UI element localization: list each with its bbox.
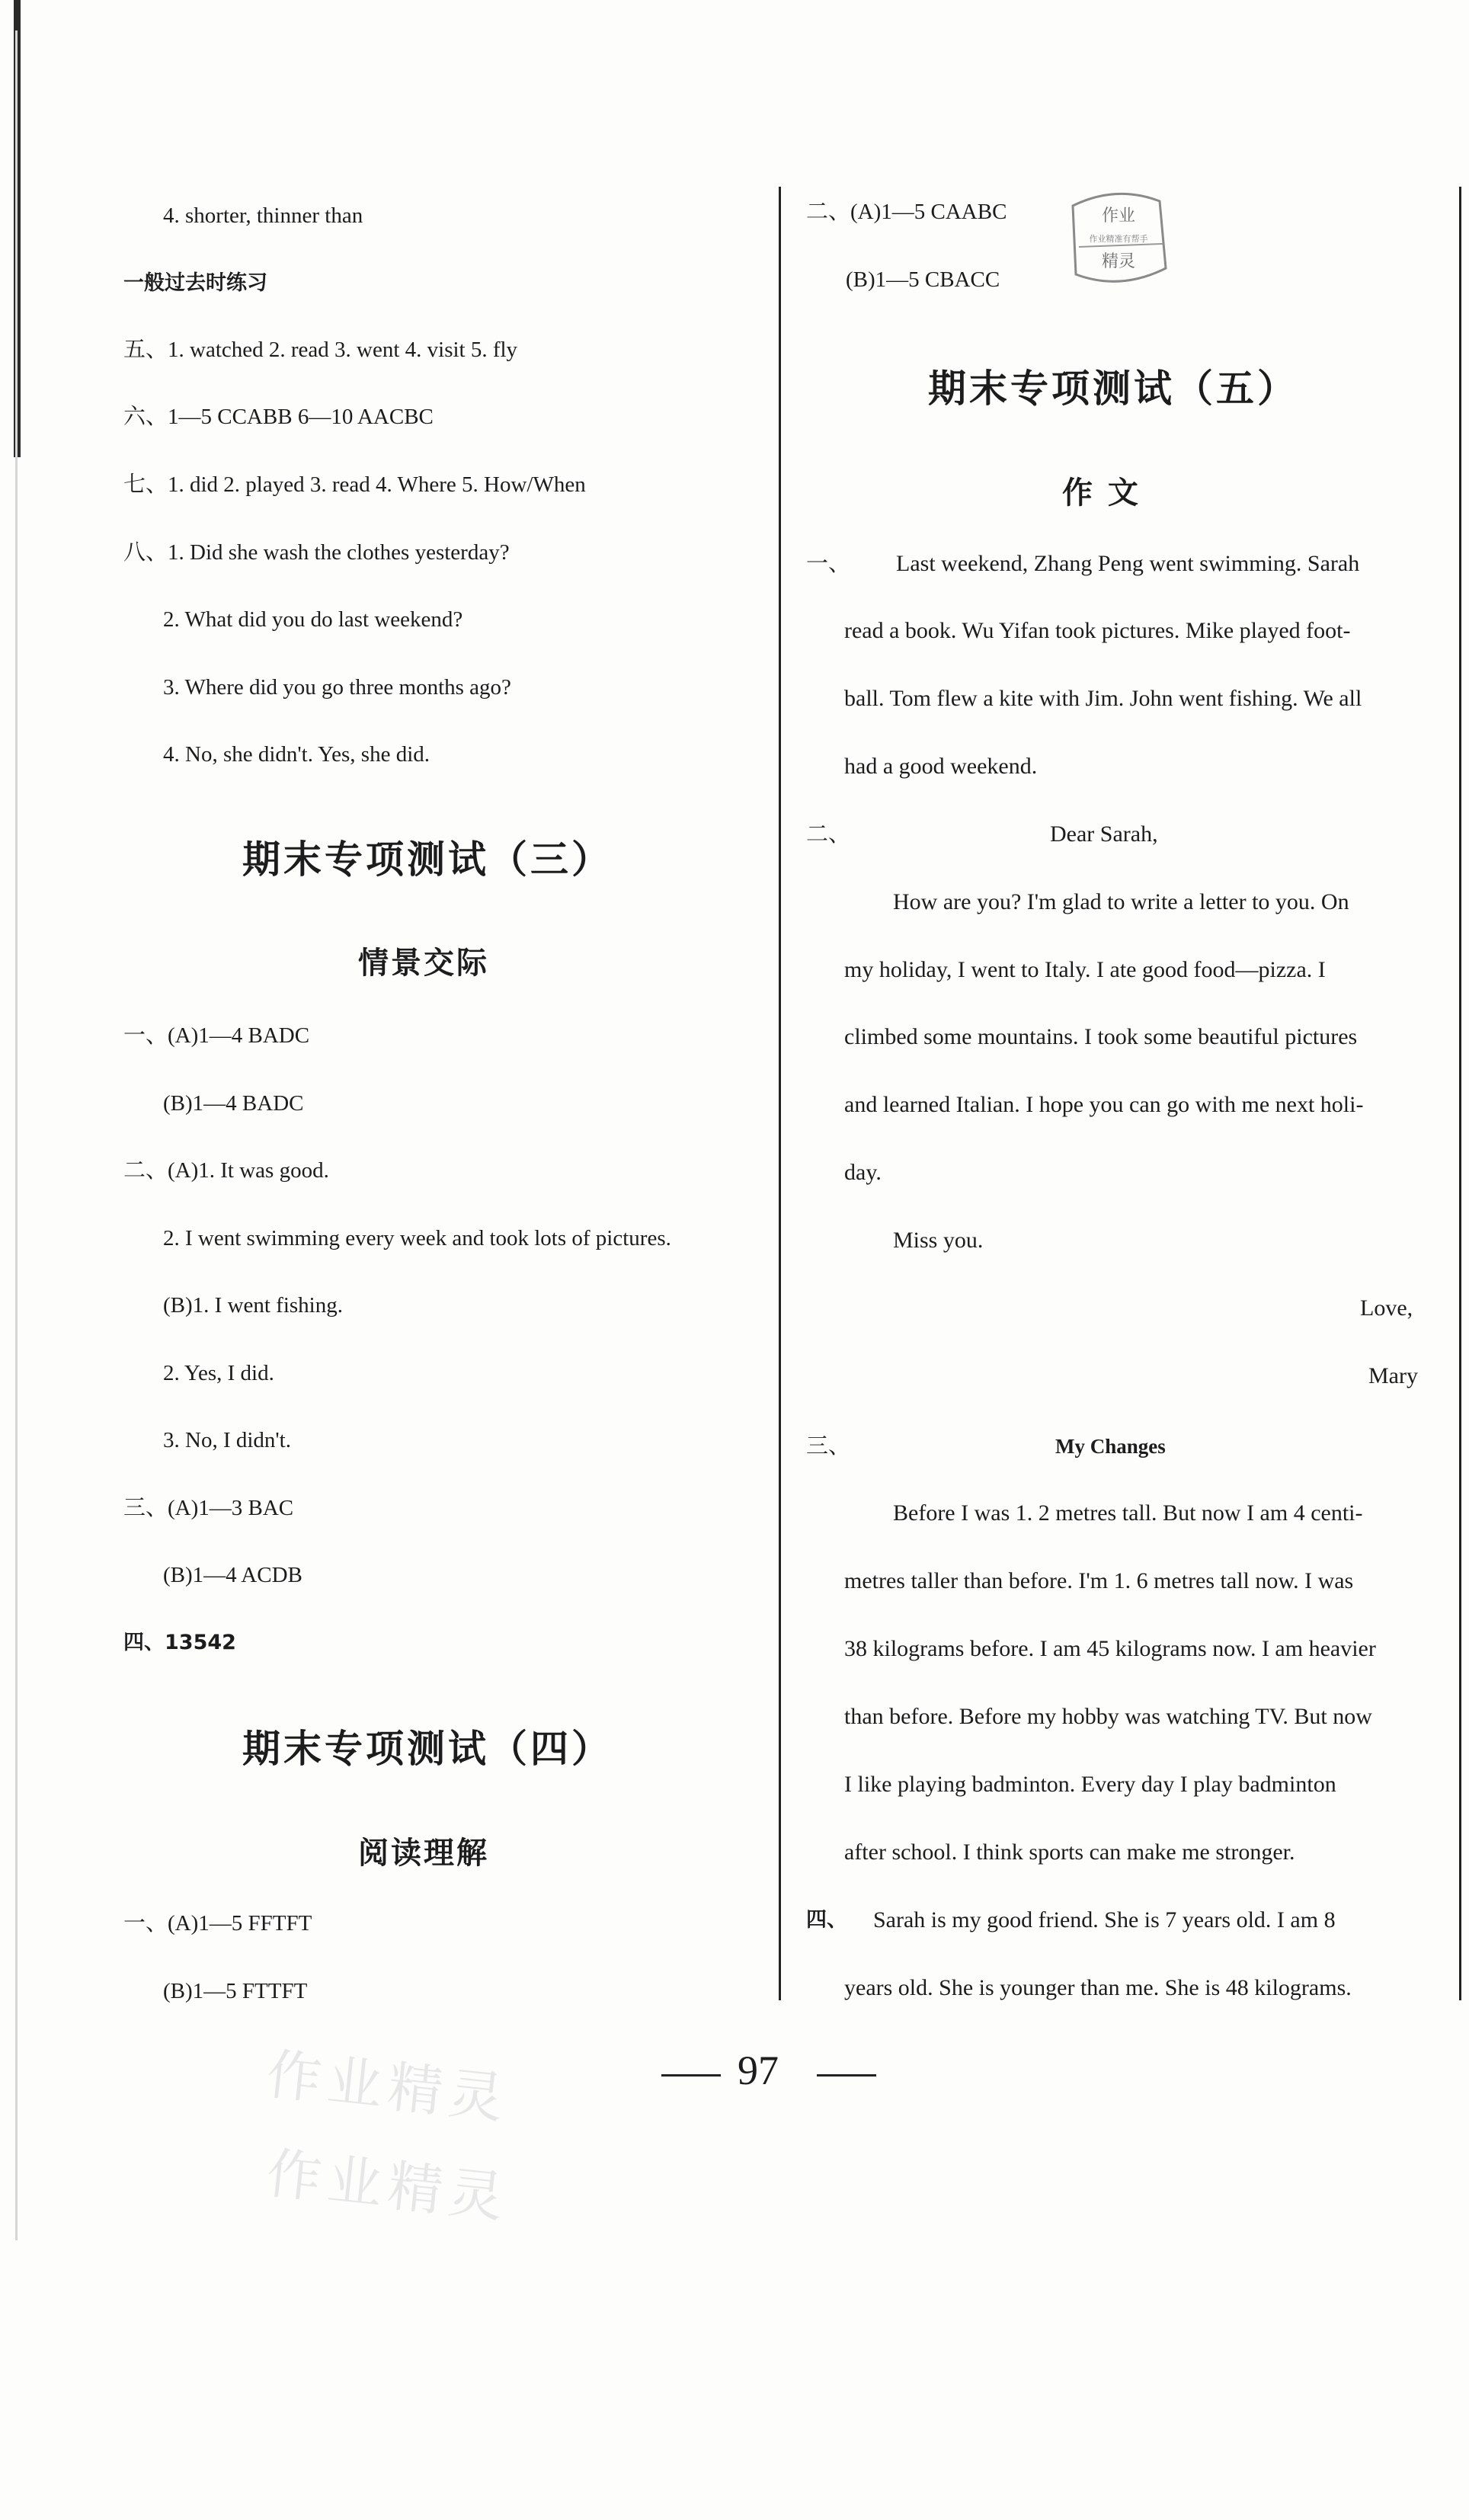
answer-line: 三、(A)1—3 BAC xyxy=(123,1496,294,1520)
section-subtitle: 阅读理解 xyxy=(358,1836,489,1871)
right-border-line xyxy=(1459,187,1461,2000)
answer-line: 七、1. did 2. played 3. read 4. Where 5. How/When xyxy=(123,472,586,497)
answer-line: 3. Where did you go three months ago? xyxy=(163,675,511,700)
answer-line: 四、13542 xyxy=(123,1631,236,1654)
essay-line: had a good weekend. xyxy=(844,754,1038,779)
answer-line: 2. I went swimming every week and took lots of pictures. xyxy=(163,1226,671,1250)
essay-line: after school. I think sports can make me stronger. xyxy=(844,1840,1295,1865)
essay-line: How are you? I'm glad to write a letter to you. On xyxy=(893,889,1349,914)
answer-line: 一、(A)1—4 BADC xyxy=(123,1023,310,1048)
watermark: 作业精灵 xyxy=(263,2141,513,2230)
essay-line: read a book. Wu Yifan took pictures. Mike played foot- xyxy=(844,618,1351,643)
homework-stamp-logo xyxy=(1059,184,1173,291)
essay-line: I like playing badminton. Every day I play badminton xyxy=(844,1772,1336,1797)
essay-line: day. xyxy=(844,1160,882,1185)
letter-closing-line: Miss you. xyxy=(893,1228,984,1253)
answer-line: 2. Yes, I did. xyxy=(163,1361,274,1385)
essay-line: and learned Italian. I hope you can go with me next holi- xyxy=(844,1092,1364,1117)
section-heading: 一般过去时练习 xyxy=(123,271,267,295)
answer-line: 二、(A)1. It was good. xyxy=(123,1158,329,1183)
page-number: 97 xyxy=(738,2048,779,2093)
answer-line: 六、1—5 CCABB 6—10 AACBC xyxy=(123,405,434,429)
answer-line: 二、(A)1—5 CAABC xyxy=(806,200,1007,224)
section-title: 期末专项测试（三） xyxy=(242,837,613,882)
section-subtitle: 作 文 xyxy=(1062,476,1141,511)
essay-line: than before. Before my hobby was watching TV. But now xyxy=(844,1704,1372,1729)
footer-dash-right xyxy=(817,2074,876,2077)
essay-line: 38 kilograms before. I am 45 kilograms now. I am heavier xyxy=(844,1636,1376,1661)
answer-line: 4. No, she didn't. Yes, she did. xyxy=(163,742,430,767)
question-number: 三、 xyxy=(806,1434,851,1459)
answer-line: 3. No, I didn't. xyxy=(163,1428,291,1452)
answer-line: (B)1—5 CBACC xyxy=(846,267,1000,292)
answer-line: 4. shorter, thinner than xyxy=(163,203,363,228)
answer-line: 2. What did you do last weekend? xyxy=(163,607,463,632)
essay-line: metres taller than before. I'm 1. 6 metres tall now. I was xyxy=(844,1568,1354,1593)
question-number: 一、 xyxy=(806,552,851,576)
watermark: 作业精灵 xyxy=(263,2041,513,2131)
section-subtitle: 情景交际 xyxy=(358,946,489,981)
essay-line: my holiday, I went to Italy. I ate good food—pizza. I xyxy=(844,957,1326,982)
section-title: 期末专项测试（四） xyxy=(242,1727,613,1771)
letter-signature: Mary xyxy=(1368,1363,1418,1388)
essay-line: Sarah is my good friend. She is 7 years old. I am 8 xyxy=(873,1907,1336,1932)
answer-line: (B)1—4 ACDB xyxy=(163,1563,302,1587)
essay-line: Last weekend, Zhang Peng went swimming. Sarah xyxy=(896,551,1360,576)
footer-dash-left xyxy=(661,2074,721,2077)
stamp-text-mid: 作业精准有帮手 xyxy=(1089,234,1148,244)
column-divider xyxy=(779,187,781,2000)
answer-line: 八、1. Did she wash the clothes yesterday? xyxy=(123,540,510,565)
answer-line: (B)1—5 FTTFT xyxy=(163,1979,308,2003)
essay-line: years old. She is younger than me. She is 48 kilograms. xyxy=(844,1975,1352,2000)
stamp-text-bottom: 精灵 xyxy=(1101,252,1136,271)
answer-line: 一、(A)1—5 FFTFT xyxy=(123,1911,312,1936)
letter-closing: Love, xyxy=(1360,1295,1413,1321)
answer-line: (B)1—4 BADC xyxy=(163,1091,304,1116)
answer-line: (B)1. I went fishing. xyxy=(163,1293,343,1318)
answer-line: 五、1. watched 2. read 3. went 4. visit 5. fly xyxy=(123,338,518,362)
scan-edge-shadow xyxy=(15,30,18,2240)
question-number: 四、 xyxy=(806,1908,847,1932)
letter-salutation: Dear Sarah, xyxy=(1050,821,1158,847)
essay-line: ball. Tom flew a kite with Jim. John went fishing. We all xyxy=(844,686,1362,711)
essay-line: Before I was 1. 2 metres tall. But now I am 4 centi- xyxy=(893,1500,1363,1526)
essay-line: climbed some mountains. I took some beautiful pictures xyxy=(844,1024,1358,1049)
section-title: 期末专项测试（五） xyxy=(928,367,1298,411)
question-number: 二、 xyxy=(806,822,851,847)
essay-title: My Changes xyxy=(1055,1435,1166,1458)
stamp-text-top: 作业 xyxy=(1101,207,1136,226)
